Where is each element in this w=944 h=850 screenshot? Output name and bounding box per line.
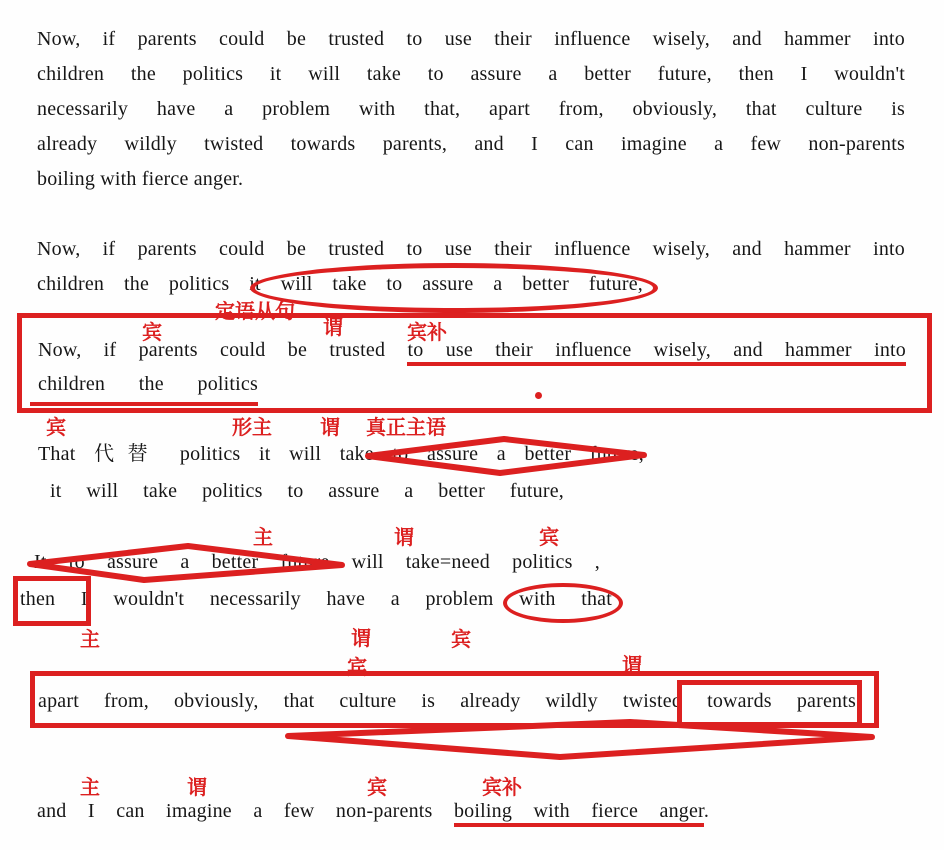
final-clause-line xyxy=(37,794,709,829)
paragraph2-line2: children the politics it will take to assure a better future, xyxy=(37,273,643,295)
boxed-sentence-line2 xyxy=(30,368,258,406)
label-object-complement-6: 宾补 xyxy=(482,775,522,799)
label-subject-4: 主 xyxy=(80,627,100,651)
analysis1-line1: That 代替 politics it will take to assure a better future, xyxy=(38,443,644,465)
apart-clause-line: apart from, obviously, that culture is already wildly twisted towards parents xyxy=(38,690,856,712)
label-subject-6: 主 xyxy=(80,775,100,799)
red-dot-mark xyxy=(535,392,542,399)
analysis1-line2: it will take politics to assure a better future, xyxy=(50,480,564,502)
label-predicate-5: 谓 xyxy=(622,653,642,677)
diamond-strike-3 xyxy=(278,714,880,762)
paragraph2-line1: Now, if parents could be trusted to use their influence wisely, and hammer into xyxy=(37,238,905,260)
label-predicate-4: 谓 xyxy=(351,626,371,650)
label-real-subject: 真正主语 xyxy=(366,415,446,439)
label-object-3: 宾 xyxy=(539,525,559,549)
paragraph1-line2: children the politics it will take to assure a better future, then I wouldn't xyxy=(37,63,905,85)
boxed-line1-underlined: to use their influence wisely, and hammer into xyxy=(407,339,906,366)
final-clause-pre: and I can imagine a few non-parents xyxy=(37,800,454,822)
label-object-1: 宾 xyxy=(142,320,162,344)
paragraph1-line1: Now, if parents could be trusted to use their influence wisely, and hammer into xyxy=(37,28,905,50)
label-object-5: 宾 xyxy=(347,655,367,679)
label-attributive-clause: 定语从句 xyxy=(215,299,295,323)
boxed-line1-pre: Now, if parents could be trusted xyxy=(38,339,408,361)
label-predicate-2: 谓 xyxy=(320,415,340,439)
final-clause-suffix: . xyxy=(703,800,710,822)
label-object-2: 宾 xyxy=(46,415,66,439)
label-predicate-1: 谓 xyxy=(323,315,343,339)
boxed-sentence-line1 xyxy=(38,333,906,368)
analysis2-line1: It to assure a better future will take=need politics , xyxy=(34,551,600,573)
label-object-4: 宾 xyxy=(451,627,471,651)
final-clause-underlined: boiling with fierce anger xyxy=(454,800,704,827)
analysis2-line2: then I wouldn't necessarily have a problem with that xyxy=(20,588,612,610)
paragraph1-line4: already wildly twisted towards parents, and I can imagine a few non-parents xyxy=(37,133,905,155)
label-predicate-6: 谓 xyxy=(187,775,207,799)
label-predicate-3: 谓 xyxy=(394,525,414,549)
label-formal-subject: 形主 xyxy=(232,415,272,439)
label-object-6: 宾 xyxy=(367,775,387,799)
label-object-complement-1: 宾补 xyxy=(407,320,447,344)
paragraph1-line5: boiling with fierce anger. xyxy=(37,168,244,190)
boxed-line2-underlined: children the politics xyxy=(38,373,258,395)
label-subject-3: 主 xyxy=(253,525,273,549)
paragraph1-line3: necessarily have a problem with that, apart from, obviously, that culture is xyxy=(37,98,905,120)
